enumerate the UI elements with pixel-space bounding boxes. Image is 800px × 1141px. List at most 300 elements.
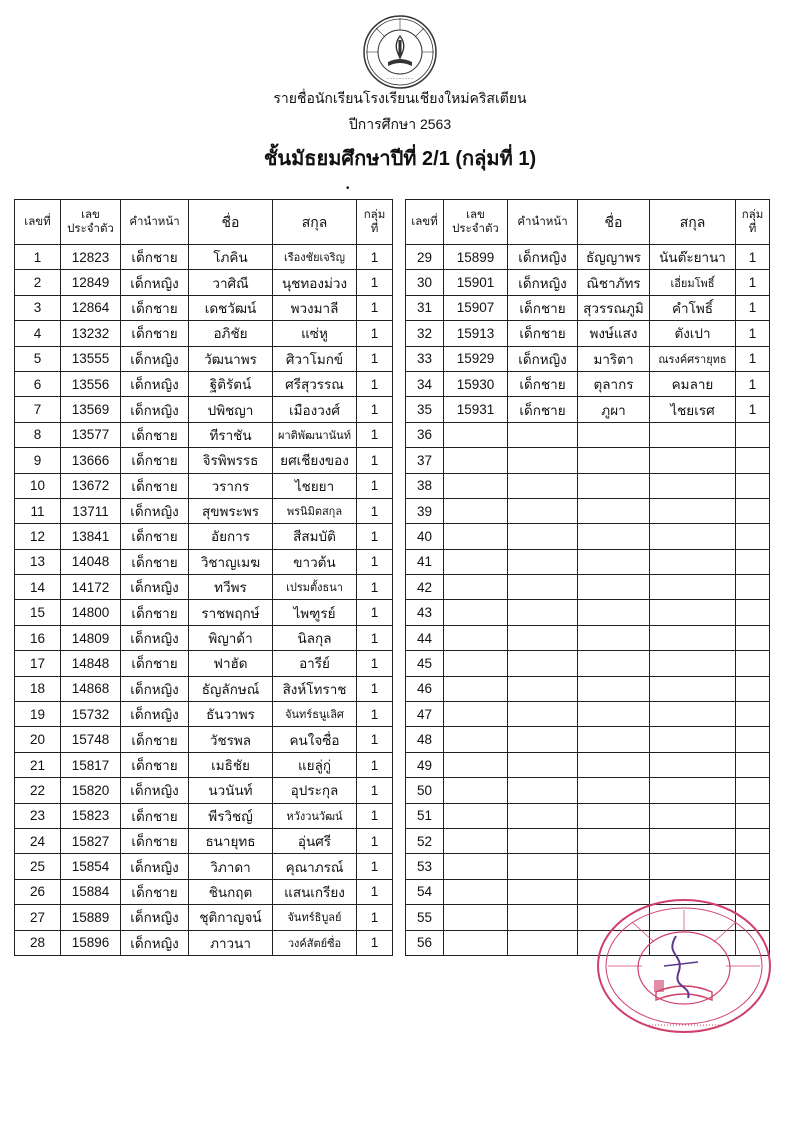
cell-no: 33 bbox=[406, 346, 444, 371]
table-row bbox=[406, 346, 770, 371]
cell-prefix: เด็กหญิง bbox=[508, 245, 578, 270]
cell-last-name: ยศเชียงของ bbox=[273, 448, 357, 473]
table-row bbox=[406, 422, 770, 447]
cell-no: 8 bbox=[15, 422, 61, 447]
cell-no: 40 bbox=[406, 524, 444, 549]
cell-last-name bbox=[650, 752, 736, 777]
cell-student-id: 15896 bbox=[61, 930, 121, 955]
cell-group: 1 bbox=[736, 346, 770, 371]
cell-prefix: เด็กชาย bbox=[508, 295, 578, 320]
cell-student-id: 15823 bbox=[61, 803, 121, 828]
cell-prefix: เด็กชาย bbox=[121, 727, 189, 752]
table-row bbox=[406, 295, 770, 320]
cell-student-id: 14868 bbox=[61, 676, 121, 701]
cell-group: 1 bbox=[357, 422, 393, 447]
cell-last-name bbox=[650, 625, 736, 650]
cell-group bbox=[736, 702, 770, 727]
cell-first-name bbox=[578, 473, 650, 498]
cell-student-id: 12849 bbox=[61, 270, 121, 295]
cell-group bbox=[736, 473, 770, 498]
cell-group: 1 bbox=[357, 600, 393, 625]
cell-group: 1 bbox=[357, 575, 393, 600]
cell-first-name bbox=[578, 752, 650, 777]
cell-no: 48 bbox=[406, 727, 444, 752]
cell-first-name bbox=[578, 778, 650, 803]
cell-group bbox=[736, 828, 770, 853]
table-row bbox=[15, 854, 393, 879]
cell-student-id: 15889 bbox=[61, 905, 121, 930]
school-stamp-icon bbox=[594, 896, 774, 1036]
cell-no: 4 bbox=[15, 321, 61, 346]
cell-no: 25 bbox=[15, 854, 61, 879]
col-group-header: กลุ่ม ที่ bbox=[736, 200, 770, 245]
cell-student-id: 14848 bbox=[61, 651, 121, 676]
cell-last-name: นิลกุล bbox=[273, 625, 357, 650]
cell-last-name: จันทร์ธิบูลย์ bbox=[273, 905, 357, 930]
cell-group: 1 bbox=[357, 879, 393, 904]
cell-first-name bbox=[578, 422, 650, 447]
cell-prefix: เด็กหญิง bbox=[121, 778, 189, 803]
cell-first-name: ภูผา bbox=[578, 397, 650, 422]
cell-prefix: เด็กหญิง bbox=[121, 397, 189, 422]
cell-first-name: ทวีพร bbox=[189, 575, 273, 600]
cell-group bbox=[736, 524, 770, 549]
cell-last-name: อุประกุล bbox=[273, 778, 357, 803]
cell-last-name bbox=[650, 524, 736, 549]
cell-no: 29 bbox=[406, 245, 444, 270]
cell-prefix: เด็กชาย bbox=[121, 473, 189, 498]
cell-student-id bbox=[444, 575, 508, 600]
cell-prefix bbox=[508, 930, 578, 955]
cell-first-name bbox=[578, 854, 650, 879]
cell-last-name bbox=[650, 575, 736, 600]
table-row bbox=[406, 625, 770, 650]
cell-first-name: โภคิน bbox=[189, 245, 273, 270]
cell-first-name: วัชรพล bbox=[189, 727, 273, 752]
cell-group: 1 bbox=[357, 905, 393, 930]
cell-prefix bbox=[508, 676, 578, 701]
cell-student-id bbox=[444, 879, 508, 904]
cell-student-id bbox=[444, 651, 508, 676]
cell-prefix: เด็กหญิง bbox=[121, 854, 189, 879]
cell-first-name bbox=[578, 549, 650, 574]
table-row bbox=[15, 498, 393, 523]
cell-last-name: แยลู่กู่ bbox=[273, 752, 357, 777]
cell-last-name: วงค์สัตย์ซื่อ bbox=[273, 930, 357, 955]
cell-first-name bbox=[578, 727, 650, 752]
col-group-header: กลุ่ม ที่ bbox=[357, 200, 393, 245]
cell-group bbox=[736, 498, 770, 523]
cell-last-name bbox=[650, 854, 736, 879]
svg-text:⋯⋯⋯⋯⋯⋯: ⋯⋯⋯⋯⋯⋯ bbox=[386, 77, 414, 82]
cell-student-id: 13232 bbox=[61, 321, 121, 346]
cell-no: 5 bbox=[15, 346, 61, 371]
table-row bbox=[406, 448, 770, 473]
table-row bbox=[15, 600, 393, 625]
cell-group: 1 bbox=[736, 397, 770, 422]
cell-student-id: 15854 bbox=[61, 854, 121, 879]
school-name: รายชื่อนักเรียนโรงเรียนเชียงใหม่คริสเตียน bbox=[273, 90, 527, 106]
cell-first-name: มาริตา bbox=[578, 346, 650, 371]
cell-no: 52 bbox=[406, 828, 444, 853]
col-prefix-header: คำนำหน้า bbox=[508, 200, 578, 245]
cell-last-name: ไพฑูรย์ bbox=[273, 600, 357, 625]
table-row bbox=[406, 498, 770, 523]
cell-prefix bbox=[508, 727, 578, 752]
cell-student-id: 14172 bbox=[61, 575, 121, 600]
cell-last-name: แซ่หู bbox=[273, 321, 357, 346]
table-row bbox=[15, 702, 393, 727]
table-row bbox=[406, 676, 770, 701]
table-row bbox=[406, 270, 770, 295]
cell-prefix: เด็กหญิง bbox=[121, 702, 189, 727]
cell-first-name: วรากร bbox=[189, 473, 273, 498]
cell-group: 1 bbox=[357, 727, 393, 752]
cell-last-name: แสนเกรียง bbox=[273, 879, 357, 904]
cell-last-name: คุณาภรณ์ bbox=[273, 854, 357, 879]
cell-last-name bbox=[650, 778, 736, 803]
cell-first-name: ภาวนา bbox=[189, 930, 273, 955]
cell-last-name: ไชยยา bbox=[273, 473, 357, 498]
cell-no: 35 bbox=[406, 397, 444, 422]
cell-student-id: 14809 bbox=[61, 625, 121, 650]
cell-first-name: สุวรรณภูมิ bbox=[578, 295, 650, 320]
cell-no: 1 bbox=[15, 245, 61, 270]
table-row bbox=[406, 549, 770, 574]
table-row bbox=[406, 752, 770, 777]
cell-last-name: คนใจซื่อ bbox=[273, 727, 357, 752]
cell-prefix bbox=[508, 905, 578, 930]
cell-student-id bbox=[444, 727, 508, 752]
cell-group: 1 bbox=[357, 676, 393, 701]
cell-prefix: เด็กชาย bbox=[121, 828, 189, 853]
table-row bbox=[15, 346, 393, 371]
cell-group bbox=[736, 854, 770, 879]
cell-first-name: ทีราชัน bbox=[189, 422, 273, 447]
cell-prefix: เด็กชาย bbox=[508, 371, 578, 396]
table-row bbox=[15, 778, 393, 803]
cell-last-name: เปรมตั้งธนา bbox=[273, 575, 357, 600]
table-row bbox=[406, 727, 770, 752]
cell-last-name: อุ่นศรี bbox=[273, 828, 357, 853]
cell-prefix: เด็กหญิง bbox=[121, 498, 189, 523]
cell-no: 36 bbox=[406, 422, 444, 447]
cell-first-name: พีรวิชญ์ bbox=[189, 803, 273, 828]
cell-student-id: 13841 bbox=[61, 524, 121, 549]
cell-prefix: เด็กชาย bbox=[121, 600, 189, 625]
cell-last-name bbox=[650, 676, 736, 701]
cell-last-name bbox=[650, 727, 736, 752]
cell-no: 7 bbox=[15, 397, 61, 422]
cell-no: 19 bbox=[15, 702, 61, 727]
cell-group bbox=[736, 803, 770, 828]
cell-prefix: เด็กชาย bbox=[121, 803, 189, 828]
col-prefix-header: คำนำหน้า bbox=[121, 200, 189, 245]
cell-student-id bbox=[444, 600, 508, 625]
cell-first-name: ปพิชญา bbox=[189, 397, 273, 422]
cell-first-name bbox=[578, 625, 650, 650]
cell-prefix bbox=[508, 422, 578, 447]
cell-no: 30 bbox=[406, 270, 444, 295]
cell-student-id: 15907 bbox=[444, 295, 508, 320]
cell-group: 1 bbox=[357, 778, 393, 803]
cell-last-name: ตังเปา bbox=[650, 321, 736, 346]
table-row bbox=[15, 473, 393, 498]
cell-student-id: 15901 bbox=[444, 270, 508, 295]
cell-prefix bbox=[508, 879, 578, 904]
cell-prefix: เด็กหญิง bbox=[121, 625, 189, 650]
cell-last-name: สิงห์โทราช bbox=[273, 676, 357, 701]
cell-student-id bbox=[444, 702, 508, 727]
cell-prefix: เด็กหญิง bbox=[508, 346, 578, 371]
cell-student-id: 13672 bbox=[61, 473, 121, 498]
table-row bbox=[406, 600, 770, 625]
cell-no: 54 bbox=[406, 879, 444, 904]
table-row bbox=[15, 575, 393, 600]
col-last-name-header: สกุล bbox=[650, 200, 736, 245]
cell-first-name: ฟาฮัด bbox=[189, 651, 273, 676]
cell-prefix: เด็กชาย bbox=[121, 524, 189, 549]
cell-student-id bbox=[444, 930, 508, 955]
cell-last-name: นันต๊ะยานา bbox=[650, 245, 736, 270]
cell-first-name: เดชวัฒน์ bbox=[189, 295, 273, 320]
table-row bbox=[15, 930, 393, 955]
cell-group: 1 bbox=[357, 321, 393, 346]
cell-student-id bbox=[444, 854, 508, 879]
cell-group: 1 bbox=[736, 270, 770, 295]
cell-student-id: 13711 bbox=[61, 498, 121, 523]
cell-student-id: 12864 bbox=[61, 295, 121, 320]
class-title: ชั้นมัธยมศึกษาปีที่ 2/1 (กลุ่มที่ 1) bbox=[263, 148, 537, 170]
cell-prefix: เด็กชาย bbox=[121, 321, 189, 346]
cell-no: 42 bbox=[406, 575, 444, 600]
cell-first-name: วิชาญเมฆ bbox=[189, 549, 273, 574]
cell-no: 47 bbox=[406, 702, 444, 727]
cell-last-name: เมืองวงศ์ bbox=[273, 397, 357, 422]
cell-no: 49 bbox=[406, 752, 444, 777]
cell-first-name: อภิชัย bbox=[189, 321, 273, 346]
cell-prefix bbox=[508, 473, 578, 498]
cell-prefix bbox=[508, 524, 578, 549]
cell-student-id bbox=[444, 752, 508, 777]
cell-prefix: เด็กชาย bbox=[121, 651, 189, 676]
cell-last-name: ณรงค์ศรายุทธ bbox=[650, 346, 736, 371]
cell-last-name: พรนิมิตสกุล bbox=[273, 498, 357, 523]
cell-no: 34 bbox=[406, 371, 444, 396]
cell-first-name: วาศิณี bbox=[189, 270, 273, 295]
cell-student-id: 13569 bbox=[61, 397, 121, 422]
cell-no: 13 bbox=[15, 549, 61, 574]
table-row bbox=[15, 321, 393, 346]
cell-group bbox=[736, 676, 770, 701]
col-no-header: เลขที่ bbox=[406, 200, 444, 245]
cell-no: 2 bbox=[15, 270, 61, 295]
cell-no: 31 bbox=[406, 295, 444, 320]
cell-first-name: พงษ์แสง bbox=[578, 321, 650, 346]
col-no-header: เลขที่ bbox=[15, 200, 61, 245]
cell-last-name: นุชทองม่วง bbox=[273, 270, 357, 295]
cell-last-name: คมลาย bbox=[650, 371, 736, 396]
table-row bbox=[15, 371, 393, 396]
cell-first-name bbox=[578, 676, 650, 701]
cell-prefix bbox=[508, 498, 578, 523]
cell-group bbox=[736, 752, 770, 777]
cell-student-id: 15827 bbox=[61, 828, 121, 853]
cell-first-name: ราชพฤกษ์ bbox=[189, 600, 273, 625]
cell-student-id: 15899 bbox=[444, 245, 508, 270]
cell-last-name: เรืองชัยเจริญ bbox=[273, 245, 357, 270]
cell-prefix: เด็กหญิง bbox=[121, 575, 189, 600]
cell-no: 55 bbox=[406, 905, 444, 930]
table-row bbox=[406, 854, 770, 879]
cell-no: 10 bbox=[15, 473, 61, 498]
student-table-left bbox=[14, 199, 393, 956]
table-row bbox=[15, 727, 393, 752]
cell-no: 43 bbox=[406, 600, 444, 625]
cell-group bbox=[736, 448, 770, 473]
cell-prefix bbox=[508, 575, 578, 600]
cell-student-id: 14048 bbox=[61, 549, 121, 574]
cell-first-name: ณิชาภัทร bbox=[578, 270, 650, 295]
cell-prefix: เด็กหญิง bbox=[121, 930, 189, 955]
cell-last-name: สีสมบัติ bbox=[273, 524, 357, 549]
cell-no: 14 bbox=[15, 575, 61, 600]
cell-first-name: ตุลากร bbox=[578, 371, 650, 396]
cell-last-name bbox=[650, 422, 736, 447]
cell-last-name: จันทร์ธนูเลิศ bbox=[273, 702, 357, 727]
cell-last-name bbox=[650, 803, 736, 828]
table-row bbox=[406, 828, 770, 853]
cell-no: 39 bbox=[406, 498, 444, 523]
cell-group bbox=[736, 549, 770, 574]
cell-group: 1 bbox=[357, 930, 393, 955]
cell-no: 16 bbox=[15, 625, 61, 650]
cell-prefix: เด็กชาย bbox=[121, 295, 189, 320]
cell-last-name: คำโพธิ์ bbox=[650, 295, 736, 320]
cell-no: 26 bbox=[15, 879, 61, 904]
cell-no: 37 bbox=[406, 448, 444, 473]
cell-last-name bbox=[650, 651, 736, 676]
cell-student-id: 14800 bbox=[61, 600, 121, 625]
table-row bbox=[15, 270, 393, 295]
cell-student-id bbox=[444, 625, 508, 650]
cell-first-name: ธันวาพร bbox=[189, 702, 273, 727]
cell-prefix: เด็กหญิง bbox=[508, 270, 578, 295]
cell-group: 1 bbox=[357, 803, 393, 828]
cell-student-id bbox=[444, 524, 508, 549]
cell-no: 46 bbox=[406, 676, 444, 701]
cell-no: 53 bbox=[406, 854, 444, 879]
table-row bbox=[15, 625, 393, 650]
table-row bbox=[15, 397, 393, 422]
cell-prefix bbox=[508, 625, 578, 650]
cell-student-id bbox=[444, 498, 508, 523]
cell-group: 1 bbox=[357, 651, 393, 676]
cell-no: 21 bbox=[15, 752, 61, 777]
col-last-name-header: สกุล bbox=[273, 200, 357, 245]
cell-prefix bbox=[508, 600, 578, 625]
cell-no: 22 bbox=[15, 778, 61, 803]
col-first-name-header: ชื่อ bbox=[578, 200, 650, 245]
cell-student-id: 15930 bbox=[444, 371, 508, 396]
cell-prefix bbox=[508, 828, 578, 853]
cell-no: 3 bbox=[15, 295, 61, 320]
cell-student-id: 15820 bbox=[61, 778, 121, 803]
cell-no: 12 bbox=[15, 524, 61, 549]
cell-prefix bbox=[508, 448, 578, 473]
cell-student-id bbox=[444, 676, 508, 701]
cell-first-name bbox=[578, 702, 650, 727]
cell-no: 41 bbox=[406, 549, 444, 574]
table-row bbox=[15, 549, 393, 574]
cell-student-id bbox=[444, 905, 508, 930]
cell-first-name: ชุติกาญจน์ bbox=[189, 905, 273, 930]
cell-group bbox=[736, 625, 770, 650]
cell-last-name bbox=[650, 828, 736, 853]
table-row bbox=[15, 752, 393, 777]
cell-student-id bbox=[444, 549, 508, 574]
cell-prefix: เด็กชาย bbox=[121, 549, 189, 574]
cell-last-name: อารีย์ bbox=[273, 651, 357, 676]
svg-text:⋯⋯⋯⋯⋯⋯⋯⋯: ⋯⋯⋯⋯⋯⋯⋯⋯ bbox=[648, 1021, 720, 1031]
cell-first-name: วิภาดา bbox=[189, 854, 273, 879]
cell-prefix bbox=[508, 778, 578, 803]
table-row bbox=[406, 321, 770, 346]
cell-student-id bbox=[444, 803, 508, 828]
cell-no: 51 bbox=[406, 803, 444, 828]
cell-prefix bbox=[508, 549, 578, 574]
cell-group: 1 bbox=[357, 346, 393, 371]
cell-last-name bbox=[650, 473, 736, 498]
cell-no: 28 bbox=[15, 930, 61, 955]
cell-student-id: 15732 bbox=[61, 702, 121, 727]
cell-first-name: เมธิชัย bbox=[189, 752, 273, 777]
cell-prefix bbox=[508, 752, 578, 777]
cell-student-id: 13577 bbox=[61, 422, 121, 447]
cell-no: 44 bbox=[406, 625, 444, 650]
cell-first-name: ธัญลักษณ์ bbox=[189, 676, 273, 701]
table-row bbox=[15, 803, 393, 828]
cell-no: 56 bbox=[406, 930, 444, 955]
table-header bbox=[406, 200, 770, 245]
cell-prefix bbox=[508, 702, 578, 727]
cell-prefix: เด็กหญิง bbox=[121, 270, 189, 295]
cell-group: 1 bbox=[357, 549, 393, 574]
cell-group: 1 bbox=[357, 397, 393, 422]
table-row bbox=[15, 524, 393, 549]
cell-no: 18 bbox=[15, 676, 61, 701]
table-row bbox=[406, 778, 770, 803]
cell-last-name bbox=[650, 549, 736, 574]
table-header bbox=[15, 200, 393, 245]
cell-first-name: ธัญญาพร bbox=[578, 245, 650, 270]
cell-first-name bbox=[578, 651, 650, 676]
cell-student-id: 15884 bbox=[61, 879, 121, 904]
cell-group bbox=[736, 727, 770, 752]
cell-prefix bbox=[508, 854, 578, 879]
cell-prefix: เด็กชาย bbox=[121, 245, 189, 270]
cell-group: 1 bbox=[357, 524, 393, 549]
cell-prefix: เด็กชาย bbox=[121, 422, 189, 447]
cell-first-name: ธนายุทธ bbox=[189, 828, 273, 853]
cell-prefix: เด็กชาย bbox=[121, 448, 189, 473]
academic-year: ปีการศึกษา 2563 bbox=[348, 116, 452, 132]
cell-first-name: นวนันท์ bbox=[189, 778, 273, 803]
cell-no: 38 bbox=[406, 473, 444, 498]
cell-group bbox=[736, 651, 770, 676]
cell-prefix: เด็กหญิง bbox=[121, 371, 189, 396]
cell-last-name: หวังวนวัฒน์ bbox=[273, 803, 357, 828]
